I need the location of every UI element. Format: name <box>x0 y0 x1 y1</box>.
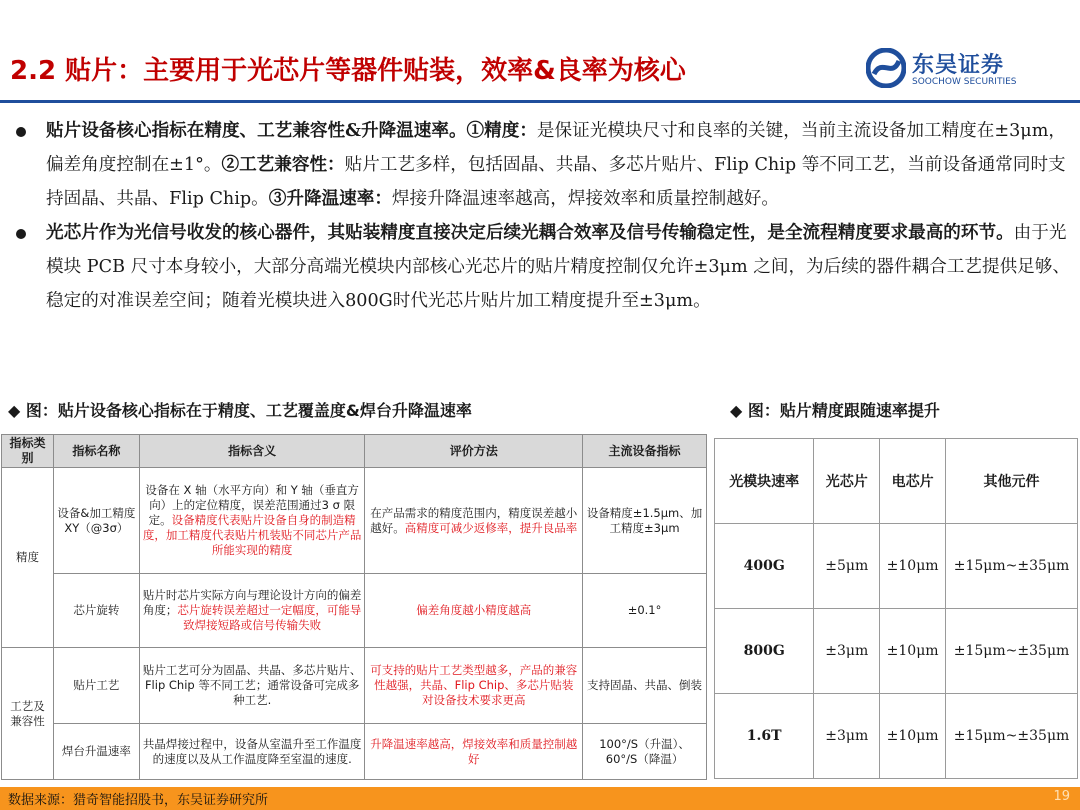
slide-header <box>0 0 1080 104</box>
speed-cell: 1.6T <box>715 694 814 779</box>
footer-bar <box>0 787 1080 810</box>
bullet-dot-icon <box>16 127 26 137</box>
table2-caption: ◆ 图：贴片精度跟随速率提升 <box>730 401 940 420</box>
method-cell: 偏差角度越小精度越高 <box>365 574 583 648</box>
indicator-table <box>1 434 707 780</box>
table-row <box>2 724 707 780</box>
logo-cn-text: 东吴证券 <box>912 53 1005 78</box>
meaning-text: 贴片时芯片实际方向与理论设计方向的偏差角度； <box>142 588 362 617</box>
value-cell: ±15μm~±35μm <box>946 609 1078 694</box>
brand-logo <box>866 46 1066 90</box>
speed-cell: 400G <box>715 524 814 609</box>
col-header-other: 其他元件 <box>946 439 1078 524</box>
method-highlight: 高精度可减少返修率，提升良品率 <box>404 520 578 535</box>
indicator-name-cell: 焊台升温速率 <box>53 724 139 780</box>
data-source: 数据来源：猎奇智能招股书，东吴证券研究所 <box>8 793 269 808</box>
bullet-2-bold-1: 光芯片作为光信号收发的核心器件，其贴装精度直接决定后续光耦合效率及信号传输稳定性，是全流程精度要求最高的环节。 <box>46 222 1014 243</box>
table-row <box>2 648 707 724</box>
page-number: 19 <box>1053 789 1070 804</box>
value-cell: ±3μm <box>814 694 880 779</box>
bullet-1-text-3: 焊接升降温速率越高，焊接效率和质量控制越好。 <box>391 189 779 209</box>
table-header-row <box>715 439 1078 524</box>
table-header-row <box>2 435 707 468</box>
method-cell <box>365 468 583 574</box>
speed-cell: 800G <box>715 609 814 694</box>
meaning-highlight: 芯片旋转误差超过一定幅度，可能导致焊接短路或信号传输失败 <box>177 603 362 632</box>
col-header-optical-chip: 光芯片 <box>814 439 880 524</box>
bullet-1-text-2: 贴片工艺多样，包括固晶、共晶、多芯片贴片、Flip Chip 等不同工艺，当前设备通常同时支持固晶、共晶、Flip Chip。 <box>46 155 1066 209</box>
value-cell: ±3μm <box>814 609 880 694</box>
meaning-text: 设备在 X 轴（水平方向）和 Y 轴（垂直方向）上的定位精度，误差范围通过3 σ 限定。 <box>145 483 359 527</box>
bullet-1-bold-3: ③升降温速率： <box>268 188 392 209</box>
bullet-1-bold-1: 贴片设备核心指标在精度、工艺兼容性&升降温速率。①精度： <box>46 120 537 141</box>
spec-cell: 设备精度±1.5μm、加工精度±3μm <box>583 468 707 574</box>
category-cell: 精度 <box>2 468 54 648</box>
indicator-name-cell: 芯片旋转 <box>53 574 139 648</box>
method-cell: 升降温速率越高，焊接效率和质量控制越好 <box>365 724 583 780</box>
table-row <box>715 609 1078 694</box>
method-cell: 可支持的贴片工艺类型越多，产品的兼容性越强，共晶、Flip Chip、多芯片贴装对设备技术要求更高 <box>365 648 583 724</box>
table-row <box>715 524 1078 609</box>
table-row <box>2 468 707 574</box>
bullet-1-text-1: 是保证光模块尺寸和良率的关键，当前主流设备加工精度在±3μm，偏差角度控制在±1°。 <box>46 121 1067 175</box>
bullet-1-bold-2: ②工艺兼容性： <box>221 154 345 175</box>
col-header-name: 指标名称 <box>53 435 139 468</box>
logo-mark-icon <box>866 48 906 88</box>
spec-cell: 100°/S（升温）、60°/S（降温） <box>583 724 707 780</box>
table-row <box>2 574 707 648</box>
col-header-meaning: 指标含义 <box>139 435 365 468</box>
bullet-item-2 <box>10 216 1070 318</box>
col-header-speed: 光模块速率 <box>715 439 814 524</box>
table-row <box>715 694 1078 779</box>
bullet-item-1 <box>10 114 1070 216</box>
value-cell: ±10μm <box>880 609 946 694</box>
value-cell: ±10μm <box>880 694 946 779</box>
spec-cell: 支持固晶、共晶、倒装 <box>583 648 707 724</box>
meaning-highlight: 设备精度代表贴片设备自身的制造精度，加工精度代表贴片机装贴不同芯片产品所能实现的精度 <box>142 513 362 557</box>
bullet-list <box>10 114 1070 318</box>
col-header-method: 评价方法 <box>365 435 583 468</box>
logo-en-text: SOOCHOW SECURITIES <box>912 77 1017 87</box>
value-cell: ±15μm~±35μm <box>946 524 1078 609</box>
meaning-cell: 贴片工艺可分为固晶、共晶、多芯片贴片、Flip Chip 等不同工艺；通常设备可完成多种工艺. <box>139 648 365 724</box>
indicator-name-cell: 设备&加工精度 XY（@3σ） <box>53 468 139 574</box>
meaning-cell <box>139 574 365 648</box>
col-header-category: 指标类别 <box>2 435 54 468</box>
value-cell: ±5μm <box>814 524 880 609</box>
header-divider <box>0 100 1080 103</box>
category-cell: 工艺及兼容性 <box>2 648 54 780</box>
col-header-electrical-chip: 电芯片 <box>880 439 946 524</box>
value-cell: ±10μm <box>880 524 946 609</box>
indicator-name-cell: 贴片工艺 <box>53 648 139 724</box>
bullet-2-text-1: 由于光模块 PCB 尺寸本身较小，大部分高端光模块内部核心光芯片的贴片精度控制仅允许±3μm 之间，为后续的器件耦合工艺提供足够、稳定的对准误差空间；随着光模块进入800G时代光芯片贴片加工精度提升至±3μm。 <box>46 223 1070 311</box>
page-title: 2.2 贴片：主要用于光芯片等器件贴装，效率&良率为核心 <box>10 56 686 86</box>
table1-caption: ◆ 图：贴片设备核心指标在于精度、工艺覆盖度&焊台升降温速率 <box>8 401 472 420</box>
bullet-dot-icon <box>16 229 26 239</box>
spec-cell: ±0.1° <box>583 574 707 648</box>
value-cell: ±15μm~±35μm <box>946 694 1078 779</box>
method-text: 在产品需求的精度范围内，精度误差越小越好。 <box>370 505 578 535</box>
meaning-cell <box>139 468 365 574</box>
col-header-spec: 主流设备指标 <box>583 435 707 468</box>
precision-table <box>714 438 1078 779</box>
meaning-cell: 共晶焊接过程中，设备从室温升至工作温度的速度以及从工作温度降至室温的速度. <box>139 724 365 780</box>
